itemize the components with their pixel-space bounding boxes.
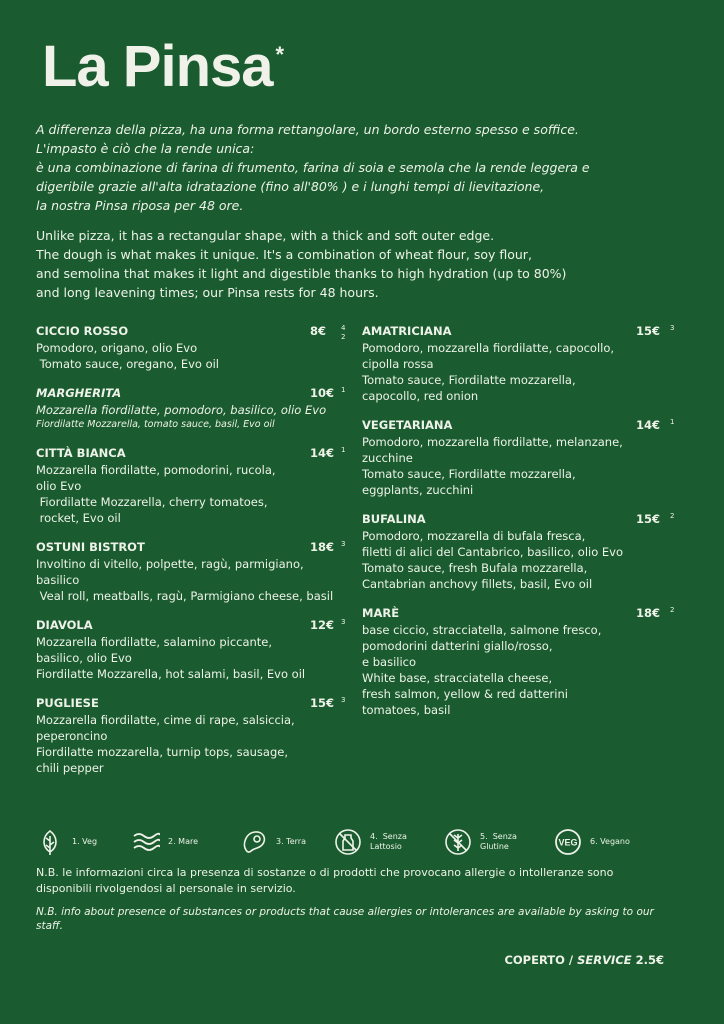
menu-item-description: Veal roll, meatballs, ragù, Parmigiano cheese, basil	[36, 589, 334, 603]
menu-item-description: base ciccio, stracciatella, salmone fresco,	[362, 623, 602, 637]
menu-item-allergen: 4 2	[341, 324, 346, 341]
menu-item-description: filetti di alici del Cantabrico, basilico, olio Evo	[362, 545, 624, 559]
menu-item-description: Fiordilatte Mozzarella, cherry tomatoes,	[36, 495, 268, 509]
menu-item-description: rocket, Evo oil	[36, 511, 121, 525]
cover-charge: COPERTO / SERVICE 2.5€	[504, 953, 664, 967]
menu-item	[36, 616, 352, 682]
menu-item-description: basilico	[36, 573, 80, 587]
menu-item-allergen: 3	[341, 696, 346, 704]
menu-item-description: eggplants, zucchini	[362, 483, 474, 497]
menu-item-description: basilico, olio Evo	[36, 651, 132, 665]
menu-item-description-en: Fiordilatte Mozzarella, tomato sauce, basil, Evo oil	[36, 419, 275, 430]
legend-item-senza-glutine: 5. Senza Glutine	[444, 826, 517, 858]
menu-item	[36, 538, 352, 604]
menu-item-name: DIAVOLA	[36, 618, 93, 632]
allergy-note-english: N.B. info about presence of substances or products that cause allergies or intolerances are available by asking to our staff.	[36, 906, 654, 932]
menu-item-description: Mozzarella fiordilatte, salamino piccante,	[36, 635, 273, 649]
menu-item-description: capocollo, red onion	[362, 389, 479, 403]
menu-right-column	[362, 322, 678, 730]
menu-left-column	[36, 322, 352, 788]
svg-text:VEG: VEG	[558, 837, 578, 848]
menu-item-price: 15€	[636, 512, 661, 526]
menu-item-description: chili pepper	[36, 761, 104, 775]
menu-item-description: Tomato sauce, Fiordilatte mozzarella,	[362, 467, 576, 481]
menu-item-description: Pomodoro, mozzarella fiordilatte, melanzane,	[362, 435, 623, 449]
legend-item-veg: 1. Veg	[36, 826, 97, 858]
menu-item	[362, 322, 678, 404]
menu-item-description: tomatoes, basil	[362, 703, 451, 717]
menu-item-description: Pomodoro, mozzarella fiordilatte, capocollo,	[362, 341, 615, 355]
menu-item-name: OSTUNI BISTROT	[36, 540, 145, 554]
menu-item-price: 15€	[310, 696, 335, 710]
menu-item-price: 18€	[636, 606, 661, 620]
menu-item-description: Pomodoro, mozzarella di bufala fresca,	[362, 529, 586, 543]
menu-item-description: zucchine	[362, 451, 413, 465]
menu-item-name: MARÈ	[362, 606, 400, 620]
menu-item-name: MARGHERITA	[36, 386, 122, 400]
menu-item-price: 15€	[636, 324, 661, 338]
menu-item-allergen: 3	[670, 324, 675, 332]
menu-item-price: 18€	[310, 540, 335, 554]
menu-item	[36, 444, 352, 526]
menu-item-name: BUFALINA	[362, 512, 426, 526]
menu-item-description: Mozzarella fiordilatte, pomodoro, basilico, olio Evo	[36, 403, 327, 417]
menu-item-price: 14€	[310, 446, 335, 460]
menu-item-description: White base, stracciatella cheese,	[362, 671, 553, 685]
menu-item-price: 14€	[636, 418, 661, 432]
menu-item-name: CICCIO ROSSO	[36, 324, 129, 338]
menu-item-name: AMATRICIANA	[362, 324, 452, 338]
menu-item-description: e basilico	[362, 655, 417, 669]
menu-item-description: pomodorini datterini giallo/rosso,	[362, 639, 553, 653]
menu-item-name: PUGLIESE	[36, 696, 99, 710]
menu-item-allergen: 1	[341, 446, 346, 454]
menu-item	[36, 384, 352, 432]
intro-italian: A differenza della pizza, ha una forma rettangolare, un bordo esterno spesso e soffice. L'impasto è ciò che la rende unica: è una combinazione di farina di frumento, farina di soia e semola che la rende leggera e digeribile grazie all'alta idratazione (fino all'80% ) e i lunghi tempi di lievitazione, la nostra Pinsa riposa per 48 ore.	[36, 122, 590, 213]
menu-item-description: Cantabrian anchovy fillets, basil, Evo oil	[362, 577, 593, 591]
menu-item-description: olio Evo	[36, 479, 82, 493]
allergy-note-italian: N.B. le informazioni circa la presenza di sostanze o di prodotti che provocano allergie o intolleranze sono disponibili rivolgendosi al personale in servizio.	[36, 866, 614, 895]
menu-item-description: Tomato sauce, oregano, Evo oil	[36, 357, 220, 371]
menu-item	[36, 694, 352, 776]
gluten-free-icon	[444, 828, 472, 856]
waves-icon	[132, 828, 160, 856]
menu-item-description: Involtino di vitello, polpette, ragù, parmigiano,	[36, 557, 304, 571]
menu-item-price: 12€	[310, 618, 335, 632]
menu-item-description: Fiordilatte Mozzarella, hot salami, basil, Evo oil	[36, 667, 306, 681]
meat-icon	[240, 828, 268, 856]
menu-item-description: Tomato sauce, Fiordilatte mozzarella,	[362, 373, 576, 387]
legend-item-mare: 2. Mare	[132, 826, 198, 858]
menu-item-description: Fiordilatte mozzarella, turnip tops, sausage,	[36, 745, 288, 759]
no-lactose-icon	[334, 828, 362, 856]
menu-item	[362, 416, 678, 498]
menu-item-description: Mozzarella fiordilatte, pomodorini, rucola,	[36, 463, 276, 477]
menu-item-price: 8€	[310, 324, 327, 338]
menu-item-name: VEGETARIANA	[362, 418, 453, 432]
legend-item-vegano: VEG 6. Vegano	[554, 826, 630, 858]
menu-item	[362, 604, 678, 718]
menu-item-allergen: 2	[670, 606, 675, 614]
menu-item-allergen: 3	[341, 540, 346, 548]
menu-item-name: CITTÀ BIANCA	[36, 446, 126, 460]
menu-item-price: 10€	[310, 386, 335, 400]
leaf-icon	[36, 828, 64, 856]
menu-item-allergen: 3	[341, 618, 346, 626]
menu-item-description: Mozzarella fiordilatte, cime di rape, salsiccia,	[36, 713, 295, 727]
menu-item-description: Pomodoro, origano, olio Evo	[36, 341, 198, 355]
intro-english: Unlike pizza, it has a rectangular shape, with a thick and soft outer edge. The dough is what makes it unique. It's a combination of wheat flour, soy flour, and semolina that makes it light and digestible thanks to high hydration (up to 80%) and long leavening times; our Pinsa rests for 48 hours.	[36, 228, 567, 300]
menu-item	[36, 322, 352, 372]
menu-item-description: cipolla rossa	[362, 357, 434, 371]
menu-item-allergen: 1	[670, 418, 675, 426]
menu-item-description: peperoncino	[36, 729, 108, 743]
legend-item-terra: 3. Terra	[240, 826, 306, 858]
page-title: La Pinsa *	[42, 34, 284, 99]
menu-item	[362, 510, 678, 592]
menu-item-description: Tomato sauce, fresh Bufala mozzarella,	[362, 561, 588, 575]
menu-item-allergen: 2	[670, 512, 675, 520]
vegan-icon	[554, 828, 582, 856]
menu-item-description: fresh salmon, yellow & red datterini	[362, 687, 568, 701]
menu-item-allergen: 1	[341, 386, 346, 394]
allergen-legend	[36, 826, 656, 858]
legend-item-senza-lattosio: 4. Senza Lattosio	[334, 826, 407, 858]
